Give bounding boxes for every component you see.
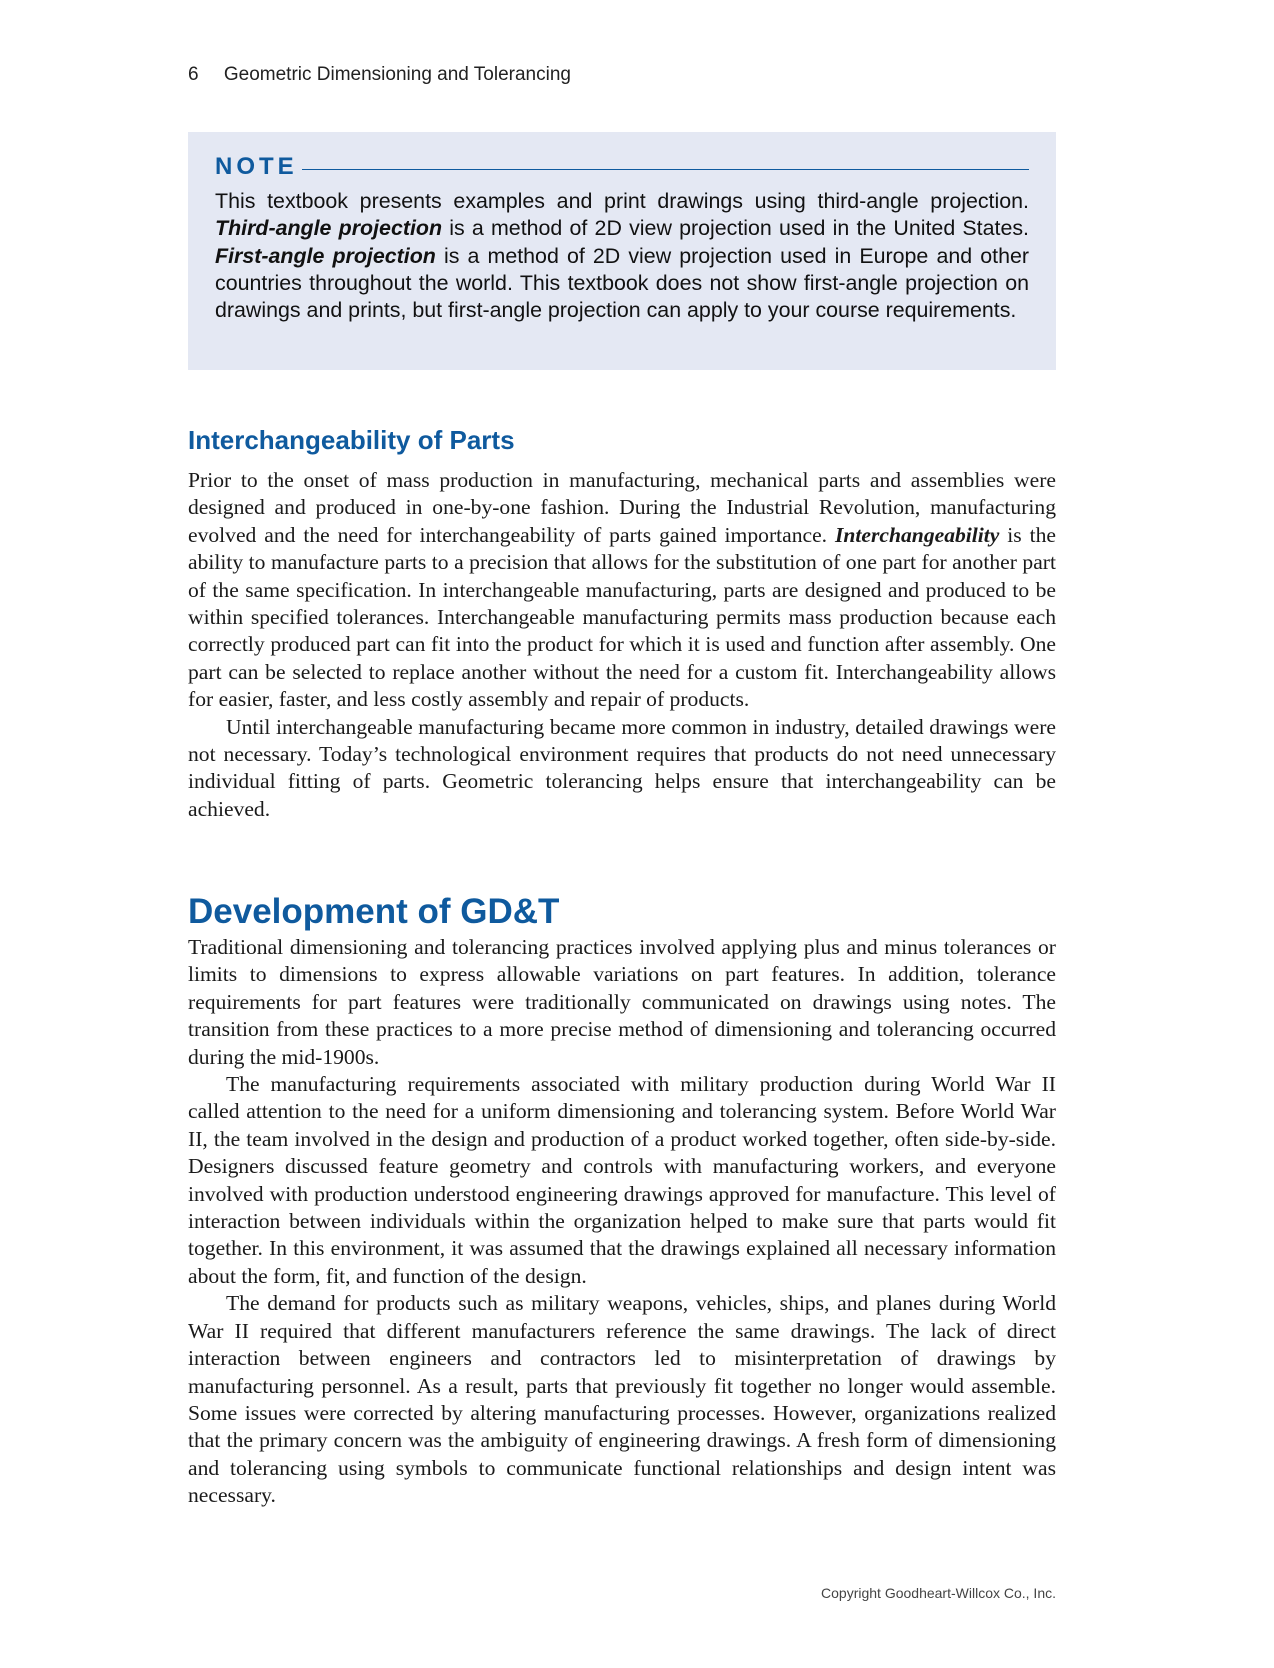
heading-development: Development of GD&T	[188, 892, 560, 931]
running-header	[188, 64, 571, 86]
paragraph: The manufacturing requirements associated with military production during World War II called attention to the need for a uniform dimensioning and tolerancing system. Before World War II, the team involved in the design and production of a product worked together, often side-by-side. Designers discussed feature geometry and controls with manufacturing workers, and everyone involved with production understood engineering drawings approved for manufacture. This level of interaction between individuals within the organization helped to make sure that parts would fit together. In this environment, it was assumed that the drawings explained all necessary information about the form, fit, and function of the design.	[188, 1072, 1056, 1288]
book-title: Geometric Dimensioning and Tolerancing	[223, 64, 571, 85]
paragraph	[188, 467, 1056, 714]
paragraph-text: Prior to the onset of mass production in manufacturing, mechanical parts and assemblies were designed and produced in one-by-one fashion. During the Industrial Revolution, manufacturing evolved and the need for interchangeability of parts gained importance.	[188, 468, 1056, 547]
note-term-first-angle: First-angle projection	[215, 243, 436, 268]
page-number: 6	[188, 64, 199, 85]
note-label: NOTE	[215, 153, 298, 180]
copyright-footer: Copyright Goodheart-Willcox Co., Inc.	[821, 1585, 1056, 1601]
paragraph: Traditional dimensioning and tolerancing practices involved applying plus and minus tolerances or limits to dimensions to express allowable variations on part features. In addition, tolerance requirements for part features were traditionally communicated on drawings using notes. The transition from these practices to a more precise method of dimensioning and tolerancing occurred during the mid-1900s.	[188, 935, 1056, 1069]
note-term-third-angle: Third-angle projection	[215, 216, 443, 241]
term-interchangeability: Interchangeability	[835, 522, 1000, 547]
note-header	[215, 152, 1029, 182]
note-rule	[302, 169, 1029, 170]
note-box	[188, 132, 1056, 370]
note-text-3: is a method of 2D view projection used in Europe and other countries throughout the world. This textbook does not show first-angle projection on drawings and prints, but first-angle projection can apply to your course requirements.	[215, 243, 1029, 323]
paragraph: Until interchangeable manufacturing became more common in industry, detailed drawings were not necessary. Today’s technological environment requires that products do not need unnecessary individual fitting of parts. Geometric tolerancing helps ensure that interchangeability can be achieved.	[188, 714, 1056, 821]
paragraph: The demand for products such as military weapons, vehicles, ships, and planes during World War II required that different manufacturers reference the same drawings. The lack of direct interaction between engineers and contractors led to misinterpretation of drawings by manufacturing personnel. As a result, parts that previously fit together no longer would assemble. Some issues were corrected by altering manufacturing processes. However, organizations realized that the primary concern was the ambiguity of engineering drawings. A fresh form of dimensioning and tolerancing using symbols to communicate functional relationships and design intent was necessary.	[188, 1291, 1056, 1508]
section-development-body	[188, 934, 1056, 1510]
section-interchangeability-body	[188, 467, 1056, 823]
note-text-1: This textbook presents examples and print drawings using third-angle projection.	[215, 189, 1029, 213]
paragraph-text: is the ability to manufacture parts to a precision that allows for the substitution of one part for another part of the same specification. In interchangeable manufacturing, parts are designed and produced to be within specified tolerances. Interchangeable manufacturing permits mass production because each correctly produced part can fit into the product for which it is used and function after assembly. One part can be selected to replace another without the need for a custom fit. Interchangeability allows for easier, faster, and less costly assembly and repair of products.	[188, 522, 1056, 712]
heading-interchangeability: Interchangeability of Parts	[188, 425, 515, 455]
note-text-2: is a method of 2D view projection used in the United States.	[442, 216, 1029, 241]
note-text	[215, 188, 1029, 324]
